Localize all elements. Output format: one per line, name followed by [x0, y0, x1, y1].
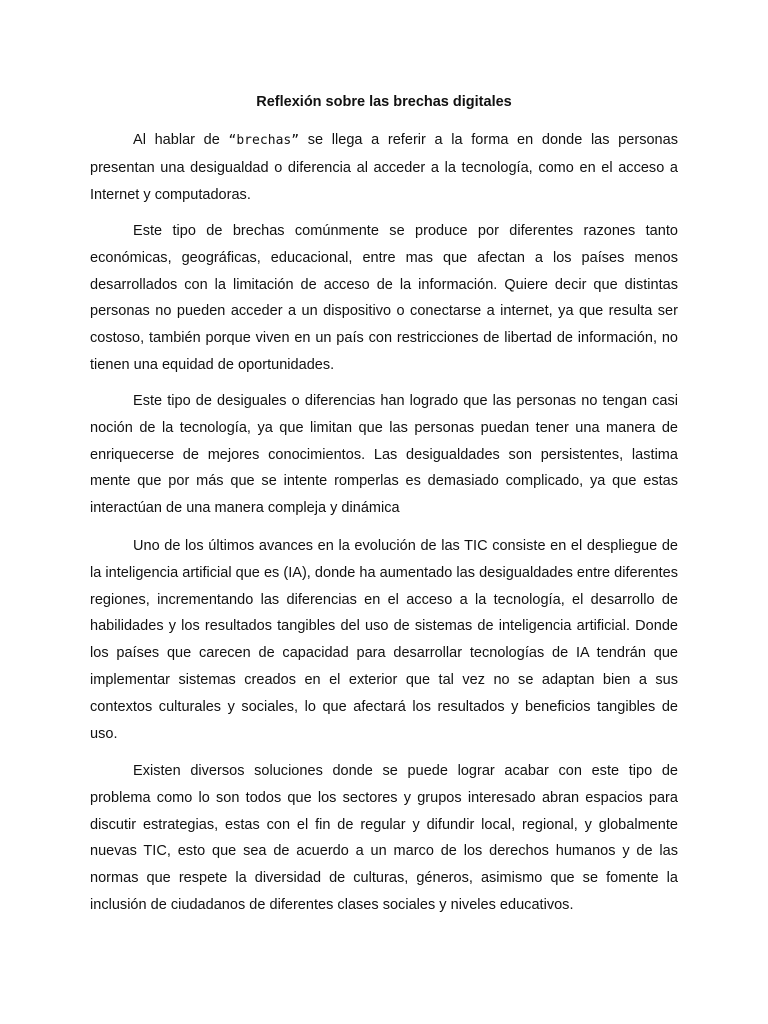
- paragraph-3: Este tipo de desiguales o diferencias han logrado que las personas no tengan casi noción de la tecnología, ya que limitan que las personas puedan tener una manera de enriquecerse de mejores conocimientos. Las desigualdades son persistentes, lastima mente que por más que se intente romperlas es demasiado complicado, ya que estas interactúan de una manera compleja y dinámica: [90, 393, 678, 517]
- paragraph-1-intro: Al hablar de: [133, 132, 229, 148]
- paragraph-4: Uno de los últimos avances en la evolución de las TIC consiste en el despliegue de la inteligencia artificial que es (IA), donde ha aumentado las desigualdades entre diferentes regiones, incrementando las diferencias en el acceso a la tecnología, el desarrollo de habilidades y los resultados tangibles del uso de sistemas de inteligencia artificial. Donde los países que carecen de capacidad para desarrollar tecnologías de IA tendrán que implementar sistemas creados en el exterior que tal vez no se adaptan bien a sus contextos culturales y sociales, lo que afectará los resultados y beneficios tangibles de uso.: [90, 538, 678, 742]
- paragraph-2: Este tipo de brechas comúnmente se produce por diferentes razones tanto económicas, geográficas, educacional, entre mas que afectan a los países menos desarrollados con la limitación de acceso de la información. Quiere decir que distintas personas no pueden acceder a un dispositivo o conectarse a internet, ya que resulta ser costoso, también porque viven en un país con restricciones de libertad de información, no tienen una equidad de oportunidades.: [90, 223, 678, 373]
- paragraph-1-rest: se llega a referir a la forma en donde las personas presentan una desigualdad o diferencia al acceder a la tecnología, como en el acceso a Internet y computadoras.: [90, 132, 678, 203]
- paragraph-1: [90, 127, 678, 208]
- document-title: Reflexión sobre las brechas digitales: [256, 94, 512, 110]
- paragraph-5: Existen diversos soluciones donde se puede lograr acabar con este tipo de problema como lo son todos que los sectores y grupos interesado abran espacios para discutir estrategias, estas con el fin de regular y difundir local, regional, y globalmente nuevas TIC, esto que sea de acuerdo a un marco de los derechos humanos y de las normas que respete la diversidad de culturas, géneros, asimismo que se fomente la inclusión de ciudadanos de diferentes clases sociales y niveles educativos.: [90, 763, 678, 913]
- quoted-term-brechas: “brechas”: [228, 133, 300, 148]
